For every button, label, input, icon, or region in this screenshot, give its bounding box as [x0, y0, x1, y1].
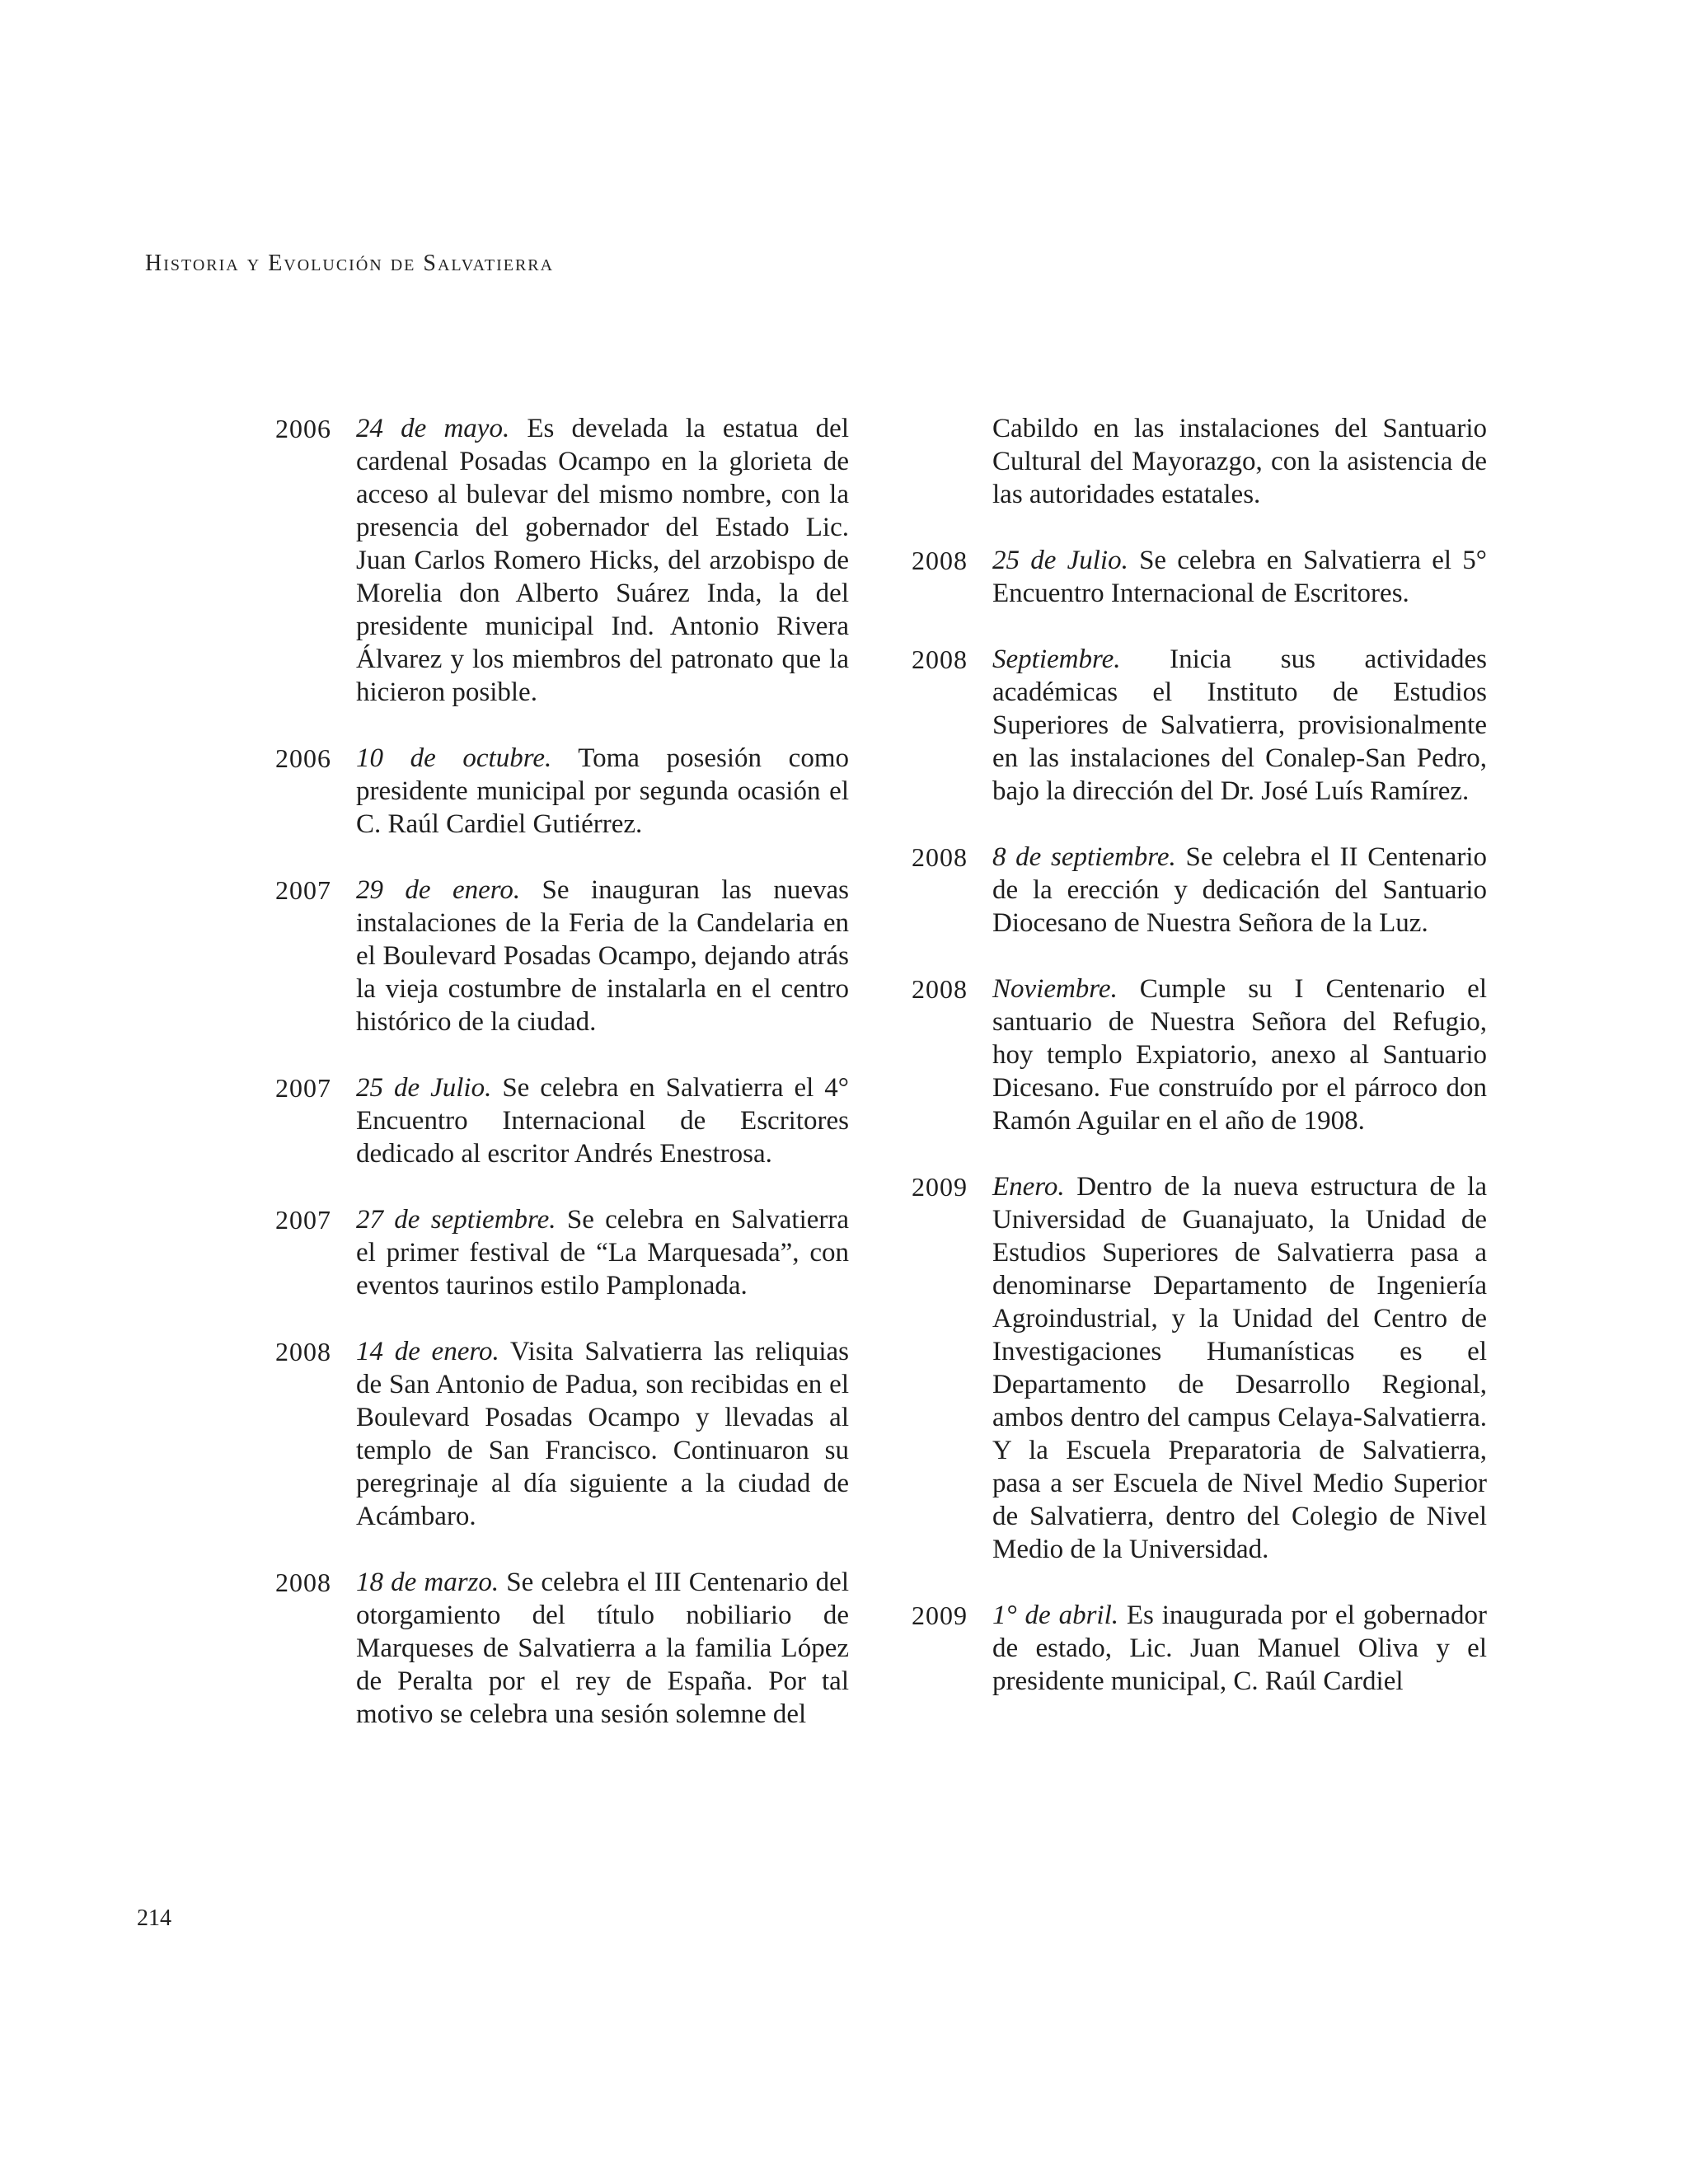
entry-year: 2008 [912, 974, 968, 1004]
entry-year: 2008 [275, 1568, 331, 1597]
entry-text: Inicia sus actividades académicas el Instituto de Estudios Superiores de Salvatierra, provisionalmente en las instalaciones del Conalep-San Pedro, bajo la dirección del Dr. José Luís Ramírez. [992, 644, 1487, 806]
right-column [912, 412, 1487, 1731]
entry-year: 2009 [912, 1601, 968, 1630]
chronology-entry [275, 874, 849, 1038]
chronology-entry [275, 1203, 849, 1302]
chronology-entry [275, 742, 849, 841]
entry-date: Enero. [992, 1172, 1065, 1202]
entry-body [356, 742, 849, 841]
entry-body [356, 412, 849, 709]
entry-year: 2006 [275, 743, 331, 773]
chronology-entry [912, 544, 1487, 610]
entry-text: Se celebra en Salvatierra el 5° Encuentro Internacional de Escritores. [992, 546, 1487, 608]
entry-year: 2007 [275, 875, 331, 905]
entry-text: Cumple su I Centenario el santuario de Nuestra Señora del Refugio, hoy templo Expiatorio, anexo al Santuario Dicesano. Fue construído por el párroco don Ramón Aguilar en el año de 1908. [992, 974, 1488, 1136]
entry-date: 25 de Julio. [992, 546, 1128, 575]
entry-year: 2008 [912, 842, 968, 872]
entry-text: Se celebra el II Centenario de la erección y dedicación del Santuario Diocesano de Nuestra Señora de la Luz. [992, 842, 1487, 938]
entry-date: Septiembre. [992, 644, 1121, 674]
entry-text: Toma posesión como presidente municipal por segunda ocasión el C. Raúl Cardiel Gutiérrez. [356, 743, 849, 839]
entry-body [992, 841, 1487, 940]
entry-text: Es inaugurada por el gobernador de estado, Lic. Juan Manuel Oliva y el presidente municipal, C. Raúl Cardiel [992, 1601, 1487, 1696]
entry-year: 2007 [275, 1205, 331, 1235]
entry-date: Noviembre. [992, 974, 1118, 1004]
entry-date: 14 de enero. [356, 1337, 499, 1366]
chronology-entry [912, 643, 1487, 808]
continued-entry [912, 412, 1487, 511]
entry-continuation-text: Cabildo en las instalaciones del Santuario Cultural del Mayorazgo, con la asistencia de las autoridades estatales. [992, 414, 1487, 509]
chronology-entry [912, 972, 1487, 1137]
chronology-entry [275, 1566, 849, 1731]
entry-year: 2006 [275, 414, 331, 443]
chronology-entry [275, 1335, 849, 1533]
entry-body [356, 1335, 849, 1533]
entry-body [992, 544, 1487, 610]
entry-text: Es develada la estatua del cardenal Posadas Ocampo en la glorieta de acceso al bulevar del mismo nombre, con la presencia del gobernador del Estado Lic. Juan Carlos Romero Hicks, del arzobispo de Morelia don Alberto Suárez Inda, la del presidente municipal Ind. Antonio Rivera Álvarez y los miembros del patronato que la hicieron posible. [356, 414, 849, 707]
left-column [275, 412, 849, 1764]
entry-date: 8 de septiembre. [992, 842, 1176, 872]
entry-year: 2007 [275, 1073, 331, 1103]
entry-date: 18 de marzo. [356, 1568, 499, 1597]
entry-text: Se celebra el III Centenario del otorgamiento del título nobiliario de Marqueses de Salvatierra a la familia López de Peralta por el rey de España. Por tal motivo se celebra una sesión solemne del [356, 1568, 849, 1729]
entry-body [356, 1203, 849, 1302]
page-number: 214 [137, 1905, 171, 1931]
entry-text: Se inauguran las nuevas instalaciones de la Feria de la Candelaria en el Boulevard Posadas Ocampo, dejando atrás la vieja costumbre de instalarla en el centro histórico de la ciudad. [356, 875, 849, 1037]
entry-body [356, 1071, 849, 1170]
entry-body [992, 643, 1487, 808]
running-title: Historia y Evolución de Salvatierra [145, 251, 555, 276]
entry-text: Visita Salvatierra las reliquias de San Antonio de Padua, son recibidas en el Boulevard Posadas Ocampo y llevadas al templo de San Francisco. Continuaron su peregrinaje al día siguiente a la ciudad de Acámbaro. [356, 1337, 849, 1531]
entry-date: 29 de enero. [356, 875, 521, 905]
entry-year: 2008 [912, 546, 968, 575]
chronology-entry [912, 1599, 1487, 1698]
entry-year: 2008 [275, 1337, 331, 1366]
entry-body [356, 874, 849, 1038]
entry-date: 25 de Julio. [356, 1073, 492, 1103]
entry-body [992, 972, 1487, 1137]
entry-date: 24 de mayo. [356, 414, 510, 443]
chronology-entry [275, 1071, 849, 1170]
entry-year: 2009 [912, 1172, 968, 1202]
entry-body [992, 1599, 1487, 1698]
entry-date: 1° de abril. [992, 1601, 1118, 1630]
entry-text: Se celebra en Salvatierra el primer festival de “La Marquesada”, con eventos taurinos estilo Pamplonada. [356, 1205, 850, 1301]
chronology-entry [275, 412, 849, 709]
entry-date: 27 de septiembre. [356, 1205, 556, 1235]
entry-date: 10 de octubre. [356, 743, 552, 773]
chronology-entry [912, 1170, 1487, 1566]
entry-text: Dentro de la nueva estructura de la Universidad de Guanajuato, la Unidad de Estudios Superiores de Salvatierra pasa a denominarse Departamento de Ingeniería Agroindustrial, y la Unidad del Centro de Investigaciones Humanísticas es el Departamento de Desarrollo Regional, ambos dentro del campus Celaya-Salvatierra. Y la Escuela Preparatoria de Salvatierra, pasa a ser Escuela de Nivel Medio Superior de Salvatierra, dentro del Colegio de Nivel Medio de la Universidad. [992, 1172, 1487, 1564]
entry-body [992, 1170, 1487, 1566]
entry-body [356, 1566, 849, 1731]
chronology-entry [912, 841, 1487, 940]
entry-year: 2008 [912, 644, 968, 674]
entry-text: Se celebra en Salvatierra el 4° Encuentro Internacional de Escritores dedicado al escritor Andrés Enestrosa. [356, 1073, 849, 1169]
